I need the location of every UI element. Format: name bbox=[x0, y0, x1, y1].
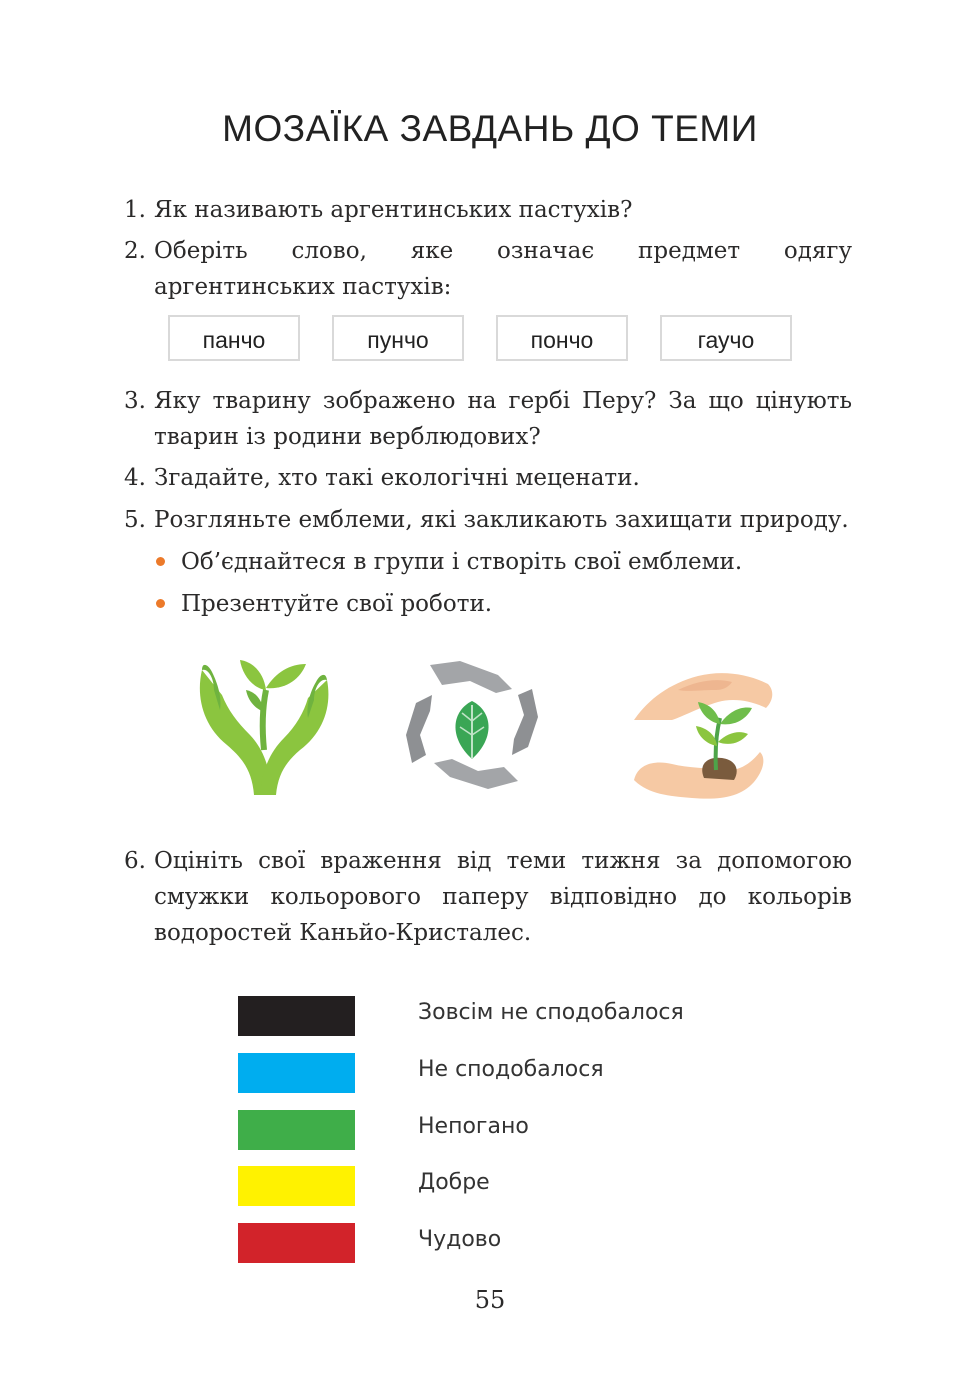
question-text: Розгляньте емблеми, які закликають захищати природу. bbox=[154, 507, 849, 533]
question-number: 2. bbox=[124, 238, 146, 264]
question-text: Оцініть свої враження від теми тижня за допомогою смужки кольорового паперу відповідно до кольорів водоростей Каньйо-Кристалес. bbox=[154, 848, 852, 946]
question-text: Як називають аргентинських пастухів? bbox=[154, 197, 633, 223]
color-swatch bbox=[238, 1166, 355, 1206]
question-number: 6. bbox=[124, 848, 146, 874]
question-number: 1. bbox=[124, 197, 146, 223]
question-6 bbox=[124, 843, 852, 951]
bullet-dot-icon bbox=[156, 557, 165, 566]
rating-row bbox=[238, 1166, 838, 1206]
page-number: 55 bbox=[474, 1286, 506, 1314]
question-3 bbox=[124, 383, 852, 455]
question-text: Оберіть слово, яке означає предмет одягу аргентинських пастухів: bbox=[154, 238, 852, 300]
question-1 bbox=[124, 192, 852, 228]
rating-label: Зовсім не сподобалося bbox=[418, 1000, 684, 1025]
rating-label: Непогано bbox=[418, 1114, 529, 1139]
bullet-text: Презентуйте свої роботи. bbox=[181, 591, 493, 617]
bullet-dot-icon bbox=[156, 599, 165, 608]
rating-row bbox=[238, 1110, 838, 1150]
question-number: 3. bbox=[124, 388, 146, 414]
rating-row bbox=[238, 996, 838, 1036]
word-option[interactable]: пончо bbox=[496, 315, 628, 361]
question-4 bbox=[124, 460, 852, 496]
color-swatch bbox=[238, 1110, 355, 1150]
word-options bbox=[168, 315, 792, 361]
rating-label: Не сподобалося bbox=[418, 1057, 604, 1082]
bullet-item bbox=[156, 586, 492, 622]
bullet-text: Об’єднайтеся в групи і створіть свої емблеми. bbox=[181, 549, 743, 575]
question-number: 4. bbox=[124, 465, 146, 491]
recycle-hands-leaf-icon bbox=[400, 655, 545, 795]
rating-row bbox=[238, 1053, 838, 1093]
hands-seedling-icon bbox=[628, 660, 778, 810]
rating-label: Добре bbox=[418, 1170, 490, 1195]
rating-label: Чудово bbox=[418, 1227, 502, 1252]
question-text: Згадайте, хто такі екологічні меценати. bbox=[154, 465, 640, 491]
page-title: МОЗАЇКА ЗАВДАНЬ ДО ТЕМИ bbox=[222, 108, 758, 149]
green-hands-sprout-icon bbox=[192, 650, 337, 800]
word-option[interactable]: пунчо bbox=[332, 315, 464, 361]
question-number: 5. bbox=[124, 507, 146, 533]
color-swatch bbox=[238, 1223, 355, 1263]
word-option[interactable]: панчо bbox=[168, 315, 300, 361]
rating-row bbox=[238, 1223, 838, 1263]
question-5 bbox=[124, 502, 852, 538]
bullet-item bbox=[156, 544, 742, 580]
question-text: Яку тварину зображено на гербі Перу? За що цінують тварин із родини верблюдових? bbox=[154, 388, 852, 450]
color-swatch bbox=[238, 1053, 355, 1093]
question-2 bbox=[124, 233, 852, 305]
word-option[interactable]: гаучо bbox=[660, 315, 792, 361]
color-swatch bbox=[238, 996, 355, 1036]
